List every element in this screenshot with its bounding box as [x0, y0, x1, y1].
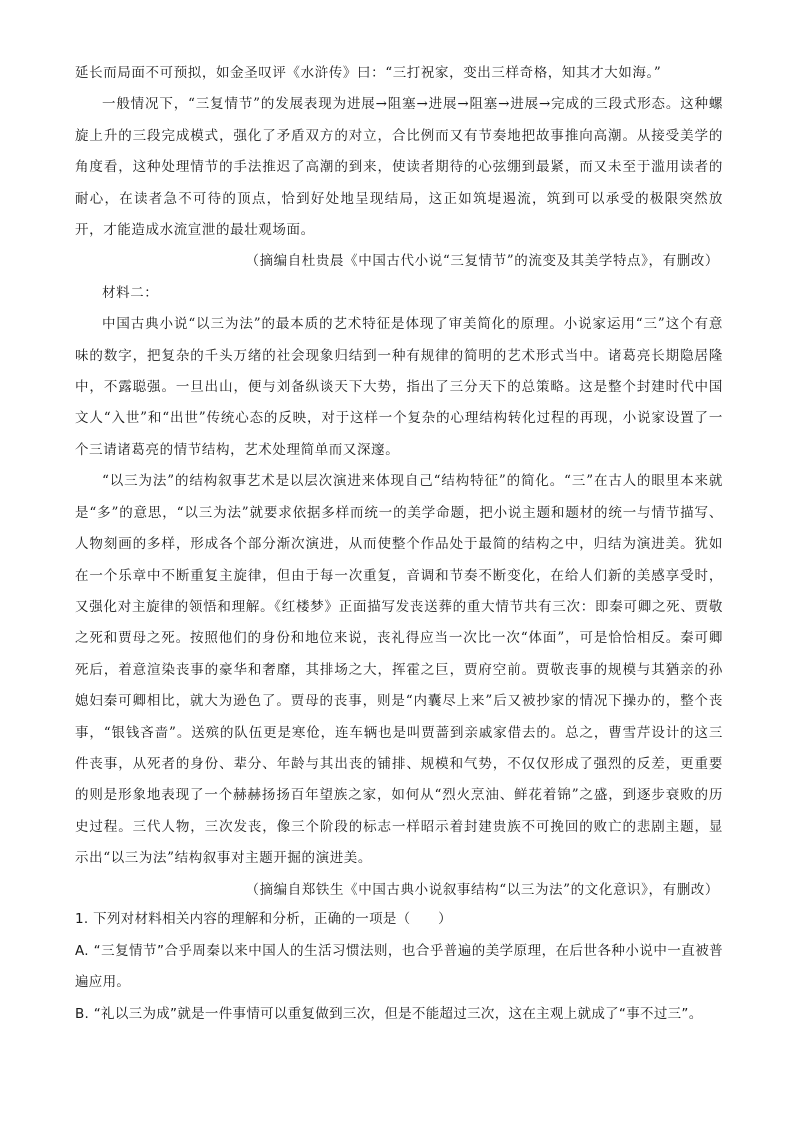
question-section [75, 904, 723, 1030]
passage-paragraph: 中国古典小说“以三为法”的最本质的艺术特征是体现了审美简化的原理。小说家运用“三”这个有意味的数字，把复杂的千头万绪的社会现象归结到一种有规律的简明的艺术形式当中。诸葛亮长期隐居隆中，不露聪强。一旦出山，便与刘备纵谈天下大势，指出了三分天下的总策略。这是整个封建时代中国文人“入世”和“出世”传统心态的反映，对于这样一个复杂的心理结构转化过程的再现，小说家设置了一个三请诸葛亮的情节结构，艺术处理简单而又深邃。 [75, 316, 723, 458]
reading-passage [75, 58, 723, 906]
source-citation: （摘编自杜贵晨《中国古代小说“三复情节”的流变及其美学特点》，有删改） [245, 253, 719, 270]
answer-option-b: B. “礼以三为成”就是一件事情可以重复做到三次，但是不能超过三次，这在主观上就成了“事不过三”。 [75, 1005, 703, 1022]
passage-paragraph-continued: 延长而局面不可预拟，如金圣叹评《水浒传》曰：“三打祝家，变出三样奇格，知其才大如海。” [75, 65, 662, 81]
question-stem: 1. 下列对材料相关内容的理解和分析，正确的一项是（ ） [75, 911, 452, 927]
answer-option-a: A. “三复情节”合乎周秦以来中国人的生活习惯法则，也合乎普遍的美学原理，在后世各种小说中一直被普遍应用。 [75, 942, 723, 990]
passage-paragraph: “以三为法”的结构叙事艺术是以层次演进来体现自己“结构特征”的简化。“三”在古人的眼里本来就是“多”的意思，“以三为法”就要求依据多样而统一的美学命题，把小说主题和题材的统一与情节描写、人物刻画的多样，形成各个部分渐次演进，从而使整个作品处于最简的结构之中，归结为演进美。犹如在一个乐章中不断重复主旋律，但由于每一次重复，音调和节奏不断变化，在给人们新的美感享受时，又强化对主旋律的领悟和理解。《红楼梦》正面描写发丧送葬的重大情节共有三次：即秦可卿之死、贾敬之死和贾母之死。按照他们的身份和地位来说，丧礼得应当一次比一次“体面”，可是恰恰相反。秦可卿死后，着意渲染丧事的豪华和奢靡，其排场之大，挥霍之巨，贾府空前。贾敬丧事的规模与其猶亲的孙媳妇秦可卿相比，就大为逊色了。贾母的丧事，则是“内囊尽上来”后又被抄家的情况下操办的，整个丧事，“银钱吝啬”。送殡的队伍更是寒伧，连车辆也是叫贾蔷到亲戚家借去的。总之，曹雪芹设计的这三件丧事，从死者的身份、辈分、年龄与其出丧的铺排、规模和气势，不仅仅形成了强烈的反差，更重要的则是形象地表现了一个赫赫扬扬百年望族之家，如何从“烈火烹油、鲜花着锦”之盛，到逐步衰败的历史过程。三代人物，三次发丧，像三个阶段的标志一样昭示着封建贵族不可挽回的败亡的悲剧主题，显示出“以三为法”结构叙事对主题开掘的演进美。 [75, 473, 723, 867]
material-label: 材料二： [102, 284, 159, 301]
passage-paragraph: 一般情况下，“三复情节”的发展表现为进展→阻塞→进展→阻塞→进展→完成的三段式形态。这种螺旋上升的三段完成模式，强化了矛盾双方的对立，合比例而又有节奏地把故事推向高潮。从接受美学的角度看，这种处理情节的手法推迟了高潮的到来，使读者期待的心弦绷到最紧，而又未至于滥用读者的耐心，在读者急不可待的顶点，恰到好处地呈现结局，这正如筑堤遏流，筑到可以承受的极限突然放开，才能造成水流宣泄的最壮观场面。 [75, 96, 723, 239]
source-citation: （摘编自郑铁生《中国古典小说叙事结构“以三为法”的文化意识》，有删改） [245, 881, 719, 898]
